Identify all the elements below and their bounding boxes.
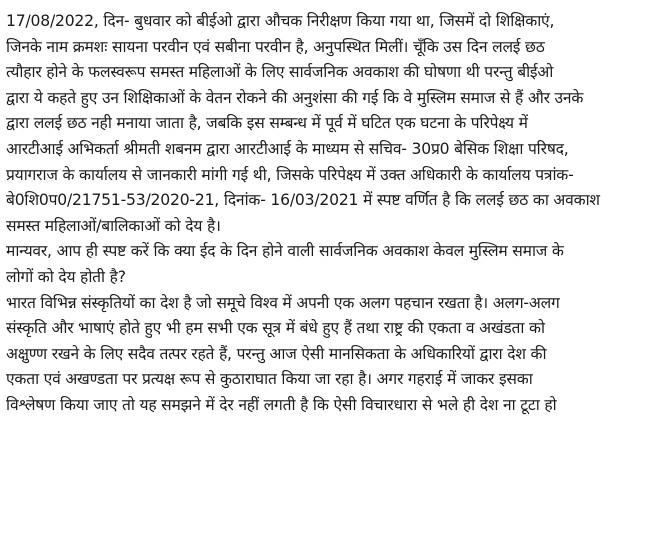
text-line: त्यौहार होने के फलस्वरूप समस्त महिलाओं के लिए सार्वजनिक अवकाश की घोषणा थी परन्तु बीईओ [6, 63, 554, 82]
paragraph-cultural-unity [6, 291, 642, 419]
text-line: समस्त महिलाओं/बालिकाओं को देय है। [6, 216, 221, 235]
text-line: 17/08/2022, दिन- बुधवार को बीईओ द्वारा औचक निरीक्षण किया गया था, जिसमें दो शिक्षिकाएं, [6, 12, 555, 30]
text-line: विश्लेषण किया जाए तो यह समझने में देर नहीं लगती है कि ऐसी विचारधारा से भले ही देश ना टूटा हो [6, 395, 557, 414]
text-line: बे0शि0प0/21751-53/2020-21, दिनांक- 16/03/2021 में स्पष्ट वर्णित है कि ललई छठ का अवकाश [6, 191, 600, 210]
text-line: एकता एवं अखण्डता पर प्रत्यक्ष रूप से कुठाराघात किया जा रहा है। अगर गहराई में जाकर इसका [6, 370, 533, 389]
text-line: लोगों को देय होती है? [6, 267, 126, 286]
text-line: भारत विभिन्न संस्कृतियों का देश है जो समूचे विश्व में अपनी एक अलग पहचान रखता है। अलग-अलग [6, 293, 560, 312]
text-line: द्वारा ललई छठ नही मनाया जाता है, जबकि इस सम्बन्ध में पूर्व में घटित एक घटना के परिपेक्ष्य में [6, 114, 528, 133]
text-line: अक्षुण्ण रखने के लिए सदैव तत्पर रहते हैं, परन्तु आज ऐसी मानसिकता के अधिकारियों द्वारा देश की [6, 344, 547, 363]
text-line: जिनके नाम क्रमशः सायना परवीन एवं सबीना परवीन है, अनुपस्थित मिलीं। चूँकि उस दिन ललई छठ [6, 37, 545, 56]
text-line: द्वारा ये कहते हुए उन शिक्षिकाओं के वेतन रोकने की अनुशंसा की गई कि वे मुस्लिम समाज से हैं और उनके [6, 88, 584, 107]
text-line: प्रयागराज के कार्यालय से जानकारी मांगी गई थी, जिसके परिपेक्ष्य में उक्त अधिकारी के कार्यालय पत्रांक- [6, 165, 574, 184]
text-line: मान्यवर, आप ही स्पष्ट करें कि क्या ईद के दिन होने वाली सार्वजनिक अवकाश केवल मुस्लिम समाज के [6, 242, 564, 261]
text-line: आरटीआई अभिकर्ता श्रीमती शबनम द्वारा आरटीआई के माध्यम से सचिव- 30प्र0 बेसिक शिक्षा परिषद, [6, 139, 569, 158]
paragraph-inspection-details [6, 9, 642, 239]
text-line: संस्कृति और भाषाएं होते हुए भी हम सभी एक सूत्र में बंधे हुए हैं तथा राष्ट्र की एकता व अखंडता को [6, 319, 545, 338]
paragraph-question [6, 239, 642, 290]
